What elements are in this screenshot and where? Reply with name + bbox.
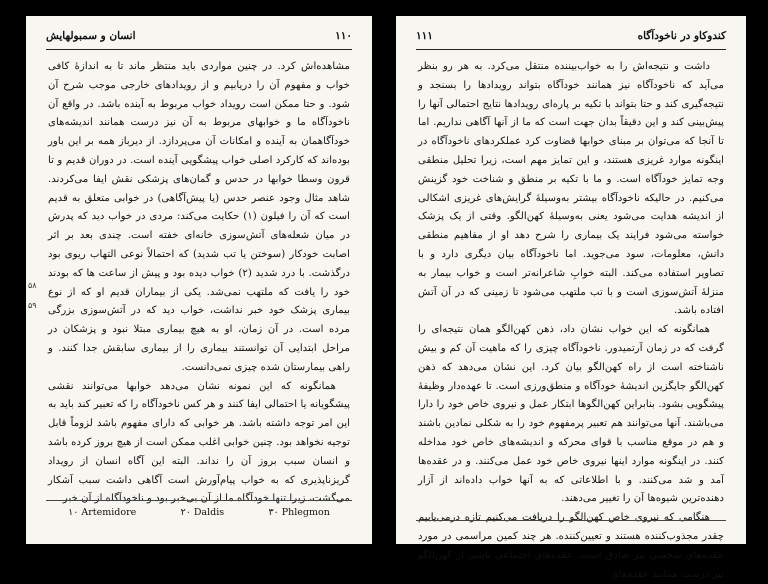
left-footnote-rule	[46, 500, 352, 501]
right-page-running-title: کندوکاو در ناخودآگاه	[637, 30, 726, 42]
right-page-body	[418, 58, 724, 584]
right-page	[396, 16, 746, 580]
right-paragraph-3: هنگامی که نیروی خاص کهن‌الگو را دریافت می‌کنیم تازه درمی‌یابیم چقدر مجذوب‌کننده هستند و تعیین‌کننده. هر چند کمین مراسمی در مورد عقده‌های شخصی نیز صادق است. عقده‌های اجتماعی ناشی از کهن‌الگو نیز درست همانند عقده‌های	[418, 512, 724, 580]
left-page	[26, 16, 372, 544]
footnote-2: ۲۰ Daldis	[180, 507, 225, 518]
right-page-number: ۱۱۱	[416, 30, 433, 42]
right-paragraph-2: همانگونه که این خواب نشان داد، ذهن کهن‌الگو همان نتیجه‌ای را گرفت که در زمان آرتمیدور. ناخودآگاه چیزی را که ماهیت آن کم و بیش ناشناخته است از راه کهن‌الگو بیان کرد. این نشان می‌دهد که ذهن کهن‌الگو جایگزین اندیشهٔ خودآگاه و منطق‌ورزی است. تا عهده‌دار وظیفهٔ پیشگویی بشود. بنابراین کهن‌الگوها ابتکار عمل و نیروی خاص خود را دارا می‌باشند. آنها می‌توانند هم تعبیر پرمفهوم خود را به شکلی نمادین باشند و هم در موقع مناسب با قوای محرکه و اندیشه‌های خاص خود مداخله کنند. در اینگونه موارد اینها نیروی خاص خود عمل می‌کنند. و در عقده‌ها آمد و شد می‌کنند. و با اطلاعاتی که به آنها خواب داده‌اند از آزار دهنده‌ترین شیوه‌ها آن را تغییر می‌دهند.	[418, 324, 724, 505]
left-paragraph-1: مشاهده‌اش کرد. در چنین مواردی باید منتظر ماند تا به اندازهٔ کافی خواب و مفهوم آن را دریابیم و از رویدادهای خارجی موجب شرح آن شود. و حتا ممکن است رویداد خواب مربوط به آینده باشد. در واقع آن ناخودآگاه ما و خوابهای مربوط به آن نیز درست همانند اندیشه‌های خودآگاهمان به آینده و امکانات آن می‌پردازد. از دیرباز همه بر این باور بوده‌اند که کارکرد اصلی خواب پیشگویی آینده است. در دوران قدیم و تا قرون وسطا خوابها در حدس و گمان‌های پزشکی نقش ایفا می‌کردند. شاهد مثال وجود عنصر حدس (یا پیش‌آگاهی) در خوابی متعلق به قدیم است که آن را فیلون (۱) حکایت می‌کند: مردی در خواب دید که پدرش در میان شعله‌های آتش‌سوزی خانه‌ای خفته است. چندی بعد بر اثر اصابت خودکار (سوختن یا تب شدید) که احتمالاً نوعی التهاب ریوی بود درگذشت. با درد شدید (۲) خواب دیده بود و پیش از ساعت ها که بودند خود را یافت که ملتهب نمی‌شد. یکی از بیماران قدیم او که از نوع بیماری پزشک خود خبر نداشت، خواب دید که در آتش‌سوزی بزرگی مرده است. در آن زمان، او به هیچ بیماری مبتلا نبود و پزشکان در مراحل ابتدایی آن توانستند بیماری را از بیماری سابقش جدا کنند. و راهی بیمارستان شده چیزی نمی‌دانست.	[48, 61, 350, 373]
left-paragraph-2: همانگونه که این نمونه نشان می‌دهد خوابها می‌توانند نقشی پیشگویانه یا احتمالی ایفا کنند و هر کس ناخودآگاه را که تعبیر کند باید به این امر توجه داشته باشد. هر خوابی که دارای مفهوم باشد لزوماً قابل توجیه نخواهد بود. چنین خوابی اغلب ممکن است از هیچ بروز کرده باشد و انسان سبب بروز آن را نداند. البته این آگاه انسان از رویداد گریزناپذیری که به خواب پیام‌آورش است آگاهی داشت سبب آشکار می‌گشت، زیرا تنها خودآگاه ما از آن بی‌خبر بود و ناخودآگاه از آن خبر	[48, 380, 350, 505]
footnote-1: ۱۰ Artemidore	[68, 507, 137, 518]
footnote-3: ۳۰ Phlegmon	[268, 507, 330, 518]
left-page-body	[48, 58, 350, 509]
left-page-number: ۱۱۰	[335, 30, 352, 42]
left-page-running-title: انسان و سمبولهایش	[46, 30, 136, 42]
right-footer-rule	[416, 520, 726, 521]
right-page-header	[416, 30, 726, 42]
left-header-rule	[46, 49, 352, 50]
left-page-header	[46, 30, 352, 42]
margin-mark-59: ۵۹	[28, 301, 37, 310]
margin-mark-58: ۵۸	[28, 281, 37, 290]
right-paragraph-1: داشت و نتیجه‌اش را به خواب‌بیننده منتقل می‌کرد. به هر رو بنظر می‌آید که ناخودآگاه نیز همانند خودآگاه بتواند رویدادها را بسنجد و نتیجه‌گیری کند و حتا بتواند با تکیه بر پاره‌ای رویدادها نتایج احتمالی آنها را پیش‌بینی کند و این دقیقاً بدان جهت است که ما از آنها آگاهی نداریم. اما تا آنجا که می‌توان بر مبنای خوابها قضاوت کرد عملکردهای ناخودآگاه در اینگونه موارد غریزی هستند، و این تمایز مهم است، زیرا تحلیل منطقی وجه تمایز خودآگاه است. و ما با تکیه بر منطق و شناخت خود گزینش می‌کنیم. در حالیکه ناخودآگاه بیشتر به‌وسیلهٔ گرایش‌های غریزی اشکالی از اندیشه هدایت می‌شود یعنی به‌وسیلهٔ کهن‌الگو. وقتی از یک پزشک خواسته می‌شود فرایند یک بیماری را شرح دهد او از مفاهیم منطقی دانش، معلومات، سود می‌جوید. اما ناخودآگاه بیان دیگری دارد و با تصاویر استفاده می‌کند. البته خوابِ شاعرانه‌تر است و خواب بیمار به منزلهٔ آتش‌سوزی است و با تب ملتهب می‌شود تا زمینی که در آن آتش افتاده باشد.	[418, 61, 724, 317]
left-footnotes	[46, 507, 352, 518]
right-header-rule	[416, 49, 726, 50]
